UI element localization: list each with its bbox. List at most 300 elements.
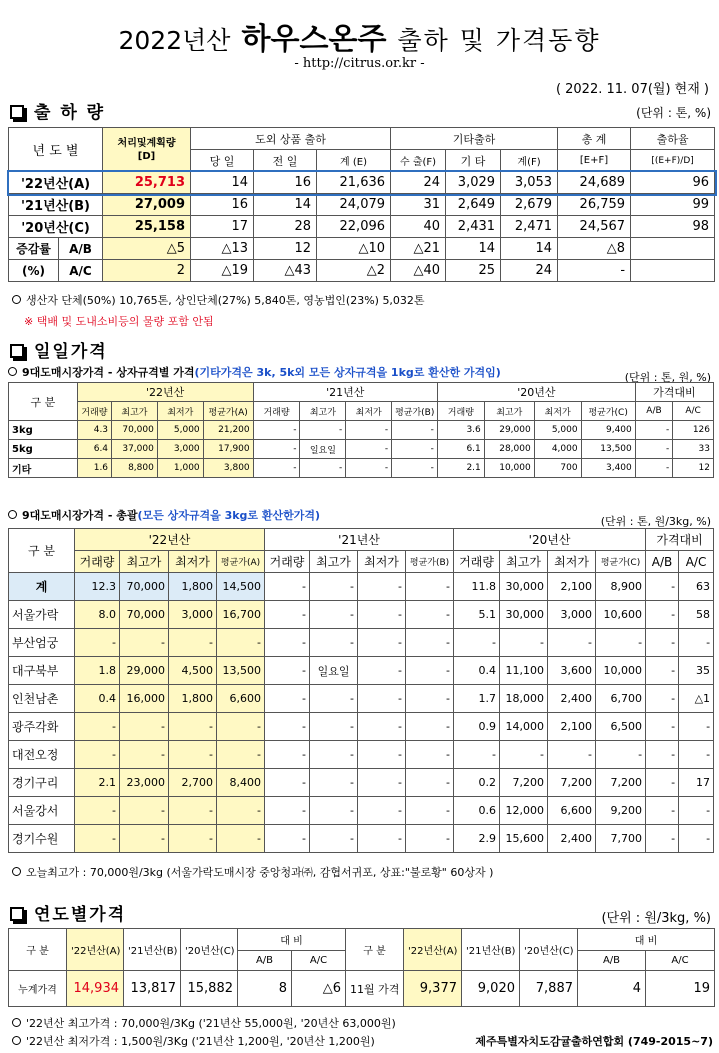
- col-y22: '22년산(A): [404, 929, 462, 971]
- cell-sumE: 21,636: [317, 172, 391, 194]
- cell-value: 0.2: [454, 769, 500, 797]
- market-price-row: [9, 629, 714, 657]
- cell-value: -: [596, 629, 646, 657]
- circle-bullet-icon: [12, 1018, 21, 1027]
- market-price-table: [8, 528, 714, 853]
- cell-value: -: [454, 629, 500, 657]
- cell-value: -: [120, 825, 169, 853]
- cell-value: 3,000: [157, 440, 203, 459]
- box-price-row: [9, 421, 714, 440]
- cell-value: -: [265, 741, 310, 769]
- col-y21: '21년산: [253, 383, 437, 402]
- col-other: 기타출하: [391, 128, 558, 150]
- cell-value: -: [310, 629, 358, 657]
- cell-y21: 9,020: [462, 971, 520, 1007]
- cell-value: -: [265, 713, 310, 741]
- cell-value: -: [217, 713, 265, 741]
- row-label: 서울강서: [9, 797, 75, 825]
- cell-value: 1.6: [77, 459, 111, 478]
- cell-value: 4,500: [169, 657, 217, 685]
- cell-value: -: [646, 657, 679, 685]
- cell-change: -: [558, 260, 631, 282]
- yearly-price-row: [9, 971, 715, 1007]
- col-y22: '22년산: [75, 529, 265, 551]
- cell-value: -: [253, 440, 300, 459]
- cell-prev: 14: [254, 194, 317, 216]
- col-volume: 거래량: [75, 551, 120, 573]
- row-label: 누계가격: [9, 971, 67, 1007]
- cell-value: 35: [679, 657, 714, 685]
- cell-value: -: [646, 769, 679, 797]
- cell-value: -: [358, 629, 406, 657]
- cell-change: △5: [103, 238, 191, 260]
- cell-value: 126: [673, 421, 714, 440]
- cell-value: -: [169, 713, 217, 741]
- cell-rate: 99: [631, 194, 715, 216]
- cell-value: -: [265, 601, 310, 629]
- shipment-row: [9, 172, 715, 194]
- change-rate-row: [9, 260, 715, 282]
- cell-value: 8,900: [596, 573, 646, 601]
- cell-value: 13,500: [217, 657, 265, 685]
- cell-value: -: [310, 601, 358, 629]
- cell-value: 6,600: [217, 685, 265, 713]
- cell-etc: 3,029: [446, 172, 501, 194]
- cell-sumE: 22,096: [317, 216, 391, 238]
- market-price-row: [9, 713, 714, 741]
- yearly-min-note: '22년산 최저가격 : 1,500원/3Kg ('21년산 1,200원, '20년산 1,200원): [12, 1033, 375, 1049]
- cell-value: 2,700: [169, 769, 217, 797]
- col-today: 당 일: [191, 150, 254, 172]
- row-year-label: '21년산(B): [9, 194, 103, 216]
- cell-value: 28,000: [484, 440, 534, 459]
- cell-value: 37,000: [112, 440, 158, 459]
- cell-value: 2.1: [75, 769, 120, 797]
- cell-value: 9,200: [596, 797, 646, 825]
- cell-today: 17: [191, 216, 254, 238]
- cell-value: 3,800: [203, 459, 253, 478]
- cell-value: -: [358, 573, 406, 601]
- col-gubun: 구 분: [9, 529, 75, 573]
- cell-value: 0.9: [454, 713, 500, 741]
- cell-ab: 4: [578, 971, 646, 1007]
- cell-value: 8,800: [112, 459, 158, 478]
- page-title: [0, 14, 719, 58]
- cell-value: -: [75, 741, 120, 769]
- yearly-price-table: [8, 928, 715, 1007]
- shipment-note-excluded: ※ 택배 및 도내소비등의 물량 포함 안됨: [24, 315, 214, 328]
- market-price-title: 9대도매시장가격 - 총괄(모든 상자규격을 3kg로 환산한가격): [8, 507, 320, 523]
- cell-value: -: [253, 421, 300, 440]
- cell-value: -: [406, 573, 454, 601]
- square-bullet-icon: [10, 907, 24, 921]
- col-volume: 거래량: [454, 551, 500, 573]
- row-label: 대전오정: [9, 741, 75, 769]
- cell-value: 16,000: [120, 685, 169, 713]
- title-subtitle: 출하 및 가격동향: [397, 26, 601, 55]
- row-label: 서울가락: [9, 601, 75, 629]
- cell-value: -: [217, 629, 265, 657]
- cell-value: -: [635, 440, 672, 459]
- change-rate-row: [9, 238, 715, 260]
- cell-sumE: 24,079: [317, 194, 391, 216]
- cell-value: -: [120, 629, 169, 657]
- cell-plan: 25,158: [103, 216, 191, 238]
- cell-value: -: [358, 601, 406, 629]
- row-year-label: '22년산(A): [9, 172, 103, 194]
- row-label: 대구북부: [9, 657, 75, 685]
- cell-change: △10: [317, 238, 391, 260]
- col-max: 최고가: [310, 551, 358, 573]
- circle-bullet-icon: [12, 1036, 21, 1045]
- row-label: 기타: [9, 459, 78, 478]
- cell-value: -: [358, 685, 406, 713]
- cell-value: 30,000: [500, 573, 548, 601]
- cell-value: -: [310, 685, 358, 713]
- cell-suip: 31: [391, 194, 446, 216]
- square-bullet-icon: [10, 344, 24, 358]
- cell-ac: 19: [646, 971, 715, 1007]
- cell-change: 12: [254, 238, 317, 260]
- cell-value: -: [406, 685, 454, 713]
- cell-value: -: [679, 713, 714, 741]
- col-max: 최고가: [120, 551, 169, 573]
- cell-value: -: [217, 825, 265, 853]
- cell-value: 10,600: [596, 601, 646, 629]
- cell-value: -: [75, 713, 120, 741]
- cell-value: 1,800: [169, 573, 217, 601]
- cell-value: 29,000: [120, 657, 169, 685]
- cell-y20: 7,887: [520, 971, 578, 1007]
- col-y20: '20년산: [437, 383, 635, 402]
- cell-y22: 14,934: [67, 971, 124, 1007]
- cell-rate: 96: [631, 172, 715, 194]
- cell-value: -: [548, 629, 596, 657]
- cell-value: -: [596, 741, 646, 769]
- cell-value: -: [265, 797, 310, 825]
- cell-value: 7,200: [596, 769, 646, 797]
- cell-value: 5,000: [157, 421, 203, 440]
- site-url[interactable]: - http://citrus.or.kr -: [294, 56, 425, 71]
- cell-value: 17: [679, 769, 714, 797]
- cell-change: 14: [501, 238, 558, 260]
- col-avg-c: 평균가(C): [581, 402, 635, 421]
- cell-value: 12,000: [500, 797, 548, 825]
- market-price-row: [9, 769, 714, 797]
- cell-value: -: [500, 629, 548, 657]
- cell-value: 12: [673, 459, 714, 478]
- cell-value: -: [646, 797, 679, 825]
- cell-value: 70,000: [120, 573, 169, 601]
- col-ab: A/B: [635, 402, 672, 421]
- cell-value: -: [217, 741, 265, 769]
- market-price-row: [9, 573, 714, 601]
- cell-value: 3,000: [169, 601, 217, 629]
- row-label: 3kg: [9, 421, 78, 440]
- title-brand: 하우스온주: [241, 22, 387, 57]
- cell-value: 8.0: [75, 601, 120, 629]
- cell-value: 7,200: [500, 769, 548, 797]
- cell-value: -: [406, 713, 454, 741]
- cell-value: -: [346, 440, 392, 459]
- cell-value: 11,100: [500, 657, 548, 685]
- cell-value: 10,000: [596, 657, 646, 685]
- cell-value: -: [169, 797, 217, 825]
- circle-bullet-icon: [12, 867, 21, 876]
- cell-plan: 25,713: [103, 172, 191, 194]
- col-min: 최저가: [534, 402, 581, 421]
- circle-bullet-icon: [8, 367, 17, 376]
- col-y20: '20년산: [454, 529, 646, 551]
- cell-value: -: [646, 629, 679, 657]
- col-ac: A/C: [673, 402, 714, 421]
- col-min: 최저가: [548, 551, 596, 573]
- col-min: 최저가: [358, 551, 406, 573]
- cell-value: 2.9: [454, 825, 500, 853]
- market-price-row: [9, 601, 714, 629]
- cell-value: 3,600: [548, 657, 596, 685]
- cell-prev: 28: [254, 216, 317, 238]
- row-label: 계: [9, 573, 75, 601]
- cell-value: -: [406, 629, 454, 657]
- market-price-row: [9, 741, 714, 769]
- box-price-title: 9대도매시장가격 - 상자규격별 가격(기타가격은 3k, 5k외 모든 상자규격을 1kg로 환산한 가격임): [8, 364, 501, 380]
- col-ab: A/B: [578, 951, 646, 971]
- cell-value: 3.6: [437, 421, 484, 440]
- cell-y21: 13,817: [124, 971, 181, 1007]
- cell-value: -: [679, 741, 714, 769]
- cell-value: 33: [673, 440, 714, 459]
- col-y20: '20년산(C): [520, 929, 578, 971]
- cell-value: 6,700: [596, 685, 646, 713]
- cell-value: -: [392, 459, 438, 478]
- row-label: 광주각화: [9, 713, 75, 741]
- cell-value: 일요일: [300, 440, 346, 459]
- cell-value: -: [120, 797, 169, 825]
- col-ac: A/C: [679, 551, 714, 573]
- cell-value: 15,600: [500, 825, 548, 853]
- cell-y20: 15,882: [181, 971, 238, 1007]
- report-date: ( 2022. 11. 07(월) 현재 ): [555, 82, 709, 97]
- cell-total: 24,689: [558, 172, 631, 194]
- change-rate-label: 증감률: [9, 238, 59, 260]
- market-price-row: [9, 825, 714, 853]
- col-plan: 처리및계획량 [D]: [103, 128, 191, 172]
- cell-value: 1,800: [169, 685, 217, 713]
- col-compare: 가격대비: [646, 529, 714, 551]
- col-volume: 거래량: [265, 551, 310, 573]
- col-max: 최고가: [300, 402, 346, 421]
- change-rate-label: (%): [9, 260, 59, 282]
- cell-etc: 2,649: [446, 194, 501, 216]
- cell-value: -: [310, 713, 358, 741]
- cell-value: -: [265, 685, 310, 713]
- col-gubun: 구 분: [9, 383, 78, 421]
- cell-value: 6.1: [437, 440, 484, 459]
- cell-value: 0.4: [454, 657, 500, 685]
- col-volume: 거래량: [77, 402, 111, 421]
- cell-total: 24,567: [558, 216, 631, 238]
- cell-value: 7,700: [596, 825, 646, 853]
- cell-change: △40: [391, 260, 446, 282]
- cell-change: 2: [103, 260, 191, 282]
- cell-change: [631, 238, 715, 260]
- col-prev: 전 일: [254, 150, 317, 172]
- cell-value: -: [300, 421, 346, 440]
- shipment-table: [8, 127, 715, 282]
- cell-value: 11.8: [454, 573, 500, 601]
- row-label: 부산엄궁: [9, 629, 75, 657]
- cell-value: 16,700: [217, 601, 265, 629]
- col-y21: '21년산(B): [462, 929, 520, 971]
- col-volume: 거래량: [437, 402, 484, 421]
- col-y22: '22년산: [77, 383, 253, 402]
- col-export: 수 출(F): [391, 150, 446, 172]
- cell-value: 2.1: [437, 459, 484, 478]
- col-avg-a: 평균가(A): [203, 402, 253, 421]
- cell-value: 700: [534, 459, 581, 478]
- cell-value: 5.1: [454, 601, 500, 629]
- box-price-table: [8, 382, 714, 478]
- circle-bullet-icon: [8, 510, 17, 519]
- cell-value: -: [358, 825, 406, 853]
- cell-value: -: [635, 459, 672, 478]
- col-ab: A/B: [646, 551, 679, 573]
- col-sum-f: 계(F): [501, 150, 558, 172]
- cell-value: 0.6: [454, 797, 500, 825]
- square-bullet-icon: [10, 105, 24, 119]
- cell-value: -: [358, 713, 406, 741]
- cell-value: -: [358, 741, 406, 769]
- market-price-row: [9, 685, 714, 713]
- cell-change: △19: [191, 260, 254, 282]
- cell-value: 1.7: [454, 685, 500, 713]
- cell-value: -: [406, 797, 454, 825]
- cell-ab: 8: [238, 971, 292, 1007]
- cell-value: 23,000: [120, 769, 169, 797]
- cell-value: -: [646, 741, 679, 769]
- cell-value: -: [169, 629, 217, 657]
- col-min: 최저가: [169, 551, 217, 573]
- cell-value: -: [548, 741, 596, 769]
- cell-value: 0.4: [75, 685, 120, 713]
- cell-today: 14: [191, 172, 254, 194]
- cell-value: -: [392, 440, 438, 459]
- cell-value: -: [265, 657, 310, 685]
- cell-value: -: [646, 685, 679, 713]
- cell-value: -: [75, 629, 120, 657]
- cell-value: -: [406, 769, 454, 797]
- change-rate-basis: A/B: [59, 238, 103, 260]
- cell-value: -: [679, 797, 714, 825]
- col-avg-c: 평균가(C): [596, 551, 646, 573]
- cell-sumF: 3,053: [501, 172, 558, 194]
- cell-value: -: [679, 825, 714, 853]
- cell-value: -: [500, 741, 548, 769]
- cell-value: 5,000: [534, 421, 581, 440]
- cell-value: -: [454, 741, 500, 769]
- cell-value: 6,500: [596, 713, 646, 741]
- cell-change: 24: [501, 260, 558, 282]
- cell-suip: 24: [391, 172, 446, 194]
- cell-value: 4,000: [534, 440, 581, 459]
- yearly-max-note: '22년산 최고가격 : 70,000원/3Kg ('21년산 55,000원, '20년산 63,000원): [12, 1015, 396, 1031]
- title-year: 2022년산: [118, 26, 231, 55]
- cell-value: 6.4: [77, 440, 111, 459]
- cell-value: -: [646, 573, 679, 601]
- cell-suip: 40: [391, 216, 446, 238]
- cell-value: 29,000: [484, 421, 534, 440]
- box-price-unit: (단위 : 톤, 원, %): [624, 371, 711, 384]
- cell-value: -: [265, 769, 310, 797]
- cell-value: 10,000: [484, 459, 534, 478]
- cell-value: 1,000: [157, 459, 203, 478]
- col-avg-a: 평균가(A): [217, 551, 265, 573]
- cell-value: -: [679, 629, 714, 657]
- cell-sumF: 2,471: [501, 216, 558, 238]
- cell-value: -: [310, 797, 358, 825]
- cell-value: 3,400: [581, 459, 635, 478]
- section-shipment-heading: 출 하 량: [10, 98, 105, 123]
- box-price-row: [9, 440, 714, 459]
- cell-change: [631, 260, 715, 282]
- col-compare: 가격대비: [635, 383, 713, 402]
- cell-change: △43: [254, 260, 317, 282]
- col-efd: [(E+F)/D]: [631, 150, 715, 172]
- market-price-row: [9, 657, 714, 685]
- cell-value: -: [75, 825, 120, 853]
- cell-change: △21: [391, 238, 446, 260]
- cell-ac: △6: [292, 971, 346, 1007]
- cell-value: -: [265, 825, 310, 853]
- cell-value: 8,400: [217, 769, 265, 797]
- col-domestic: 도외 상품 출하: [191, 128, 391, 150]
- yearly-price-unit: (단위 : 원/3kg, %): [601, 911, 711, 926]
- cell-value: 70,000: [120, 601, 169, 629]
- cell-value: -: [346, 421, 392, 440]
- market-price-unit: (단위 : 톤, 원/3kg, %): [600, 515, 711, 528]
- cell-value: -: [310, 769, 358, 797]
- cell-value: -: [358, 797, 406, 825]
- cell-change: △8: [558, 238, 631, 260]
- cell-etc: 2,431: [446, 216, 501, 238]
- box-price-row: [9, 459, 714, 478]
- cell-value: -: [265, 629, 310, 657]
- col-avg-b: 평균가(B): [406, 551, 454, 573]
- cell-value: 14,000: [500, 713, 548, 741]
- cell-value: -: [300, 459, 346, 478]
- col-y22: '22년산(A): [67, 929, 124, 971]
- col-ab: A/B: [238, 951, 292, 971]
- cell-change: △2: [317, 260, 391, 282]
- cell-value: △1: [679, 685, 714, 713]
- col-compare: 대 비: [578, 929, 715, 951]
- cell-value: -: [646, 825, 679, 853]
- cell-value: 2,100: [548, 573, 596, 601]
- cell-total: 26,759: [558, 194, 631, 216]
- cell-value: -: [120, 713, 169, 741]
- cell-value: -: [253, 459, 300, 478]
- shipment-note-producers: 생산자 단체(50%) 10,765톤, 상인단체(27%) 5,840톤, 영농법인(23%) 5,032톤: [12, 292, 425, 308]
- cell-change: △13: [191, 238, 254, 260]
- col-ef: [E+F]: [558, 150, 631, 172]
- cell-change: 25: [446, 260, 501, 282]
- cell-value: 12.3: [75, 573, 120, 601]
- cell-value: 2,400: [548, 685, 596, 713]
- row-label: 11월 가격: [346, 971, 404, 1007]
- cell-value: 21,200: [203, 421, 253, 440]
- col-ac: A/C: [292, 951, 346, 971]
